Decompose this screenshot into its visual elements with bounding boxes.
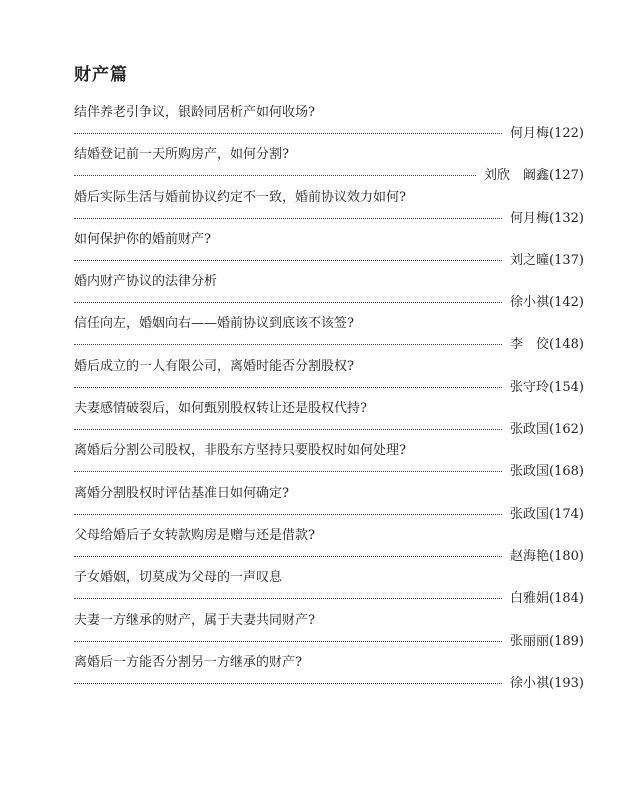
toc-entry[interactable]	[74, 399, 584, 441]
entry-page-number: (174)	[549, 506, 584, 522]
entry-title: 夫妻感情破裂后，如何甄别股权转让还是股权代持?	[74, 401, 367, 417]
entry-title: 婚后成立的一人有限公司，离婚时能否分割股权?	[74, 358, 354, 374]
toc-entry[interactable]	[74, 611, 584, 653]
entry-author: 张守玲	[510, 379, 550, 395]
entry-page-number: (127)	[549, 168, 584, 184]
section-title: 财产篇	[74, 65, 128, 85]
entry-author: 李 佼	[510, 337, 550, 353]
dot-leader	[74, 260, 502, 261]
entry-title: 夫妻一方继承的财产，属于夫妻共同财产?	[74, 612, 315, 628]
dot-leader	[74, 471, 502, 472]
toc-entry[interactable]	[74, 484, 584, 526]
entry-leader-line	[74, 588, 584, 610]
entry-leader-line	[74, 250, 584, 272]
entry-page-number: (122)	[549, 126, 584, 141]
entry-title: 婚内财产协议的法律分析	[74, 274, 218, 290]
entry-page-number: (180)	[549, 548, 584, 564]
entry-leader-line	[74, 165, 584, 187]
entry-author: 张政国	[510, 422, 550, 438]
entry-author: 赵海艳	[510, 548, 550, 564]
entry-title: 父母给婚后子女转款购房是赠与还是借款?	[74, 527, 315, 543]
dot-leader	[74, 429, 502, 430]
entry-author: 何月梅	[510, 210, 550, 226]
toc-entry[interactable]	[74, 653, 584, 695]
toc-entry[interactable]	[74, 103, 584, 145]
entry-leader-line	[74, 377, 584, 399]
entry-author: 张丽丽	[510, 633, 550, 649]
entry-leader-line	[74, 208, 584, 230]
entry-author: 徐小祺	[510, 295, 550, 311]
entry-title: 离婚后分割公司股权，非股东方坚持只要股权时如何处理?	[74, 443, 406, 459]
entry-author: 白雅娟	[510, 591, 550, 607]
entry-title: 离婚后一方能否分割另一方继承的财产?	[74, 654, 302, 670]
entry-title: 结伴养老引争议，银龄同居析产如何收场?	[74, 105, 315, 120]
entry-author: 张政国	[510, 464, 550, 480]
entry-page-number: (137)	[549, 252, 584, 268]
toc-entry[interactable]	[74, 272, 584, 314]
toc-entry[interactable]	[74, 230, 584, 272]
dot-leader	[74, 175, 476, 176]
dot-leader	[74, 387, 502, 388]
entry-leader-line	[74, 504, 584, 526]
entry-author: 何月梅	[510, 126, 550, 141]
entry-author: 徐小祺	[510, 675, 550, 691]
toc-entry[interactable]	[74, 314, 584, 356]
dot-leader	[74, 598, 502, 599]
entry-title: 结婚登记前一天所购房产，如何分割?	[74, 147, 289, 163]
entry-leader-line	[74, 419, 584, 441]
dot-leader	[74, 556, 502, 557]
entry-page-number: (148)	[549, 337, 584, 353]
entry-page-number: (184)	[549, 591, 584, 607]
dot-leader	[74, 218, 502, 219]
toc-entry[interactable]	[74, 145, 584, 187]
entry-page-number: (132)	[549, 210, 584, 226]
entry-author: 刘之曈	[510, 252, 550, 268]
entry-author: 刘欣 阚鑫	[484, 168, 550, 184]
entry-page-number: (193)	[549, 675, 584, 691]
entry-leader-line	[74, 123, 584, 145]
entry-page-number: (142)	[549, 295, 584, 311]
dot-leader	[74, 683, 502, 684]
entry-title: 离婚分割股权时评估基准日如何确定?	[74, 485, 289, 501]
entry-page-number: (189)	[549, 633, 584, 649]
entry-page-number: (154)	[549, 379, 584, 395]
dot-leader	[74, 344, 502, 345]
entry-title: 子女婚姻，切莫成为父母的一声叹息	[74, 570, 283, 586]
toc-list	[74, 103, 584, 695]
entry-leader-line	[74, 334, 584, 356]
dot-leader	[74, 514, 502, 515]
entry-page-number: (162)	[549, 422, 584, 438]
toc-entry[interactable]	[74, 526, 584, 568]
entry-page-number: (168)	[549, 464, 584, 480]
entry-leader-line	[74, 461, 584, 483]
entry-leader-line	[74, 631, 584, 653]
toc-entry[interactable]	[74, 441, 584, 483]
entry-leader-line	[74, 673, 584, 695]
dot-leader	[74, 133, 502, 134]
entry-author: 张政国	[510, 506, 550, 522]
entry-title: 信任向左，婚姻向右——婚前协议到底该不该签?	[74, 316, 354, 332]
toc-entry[interactable]	[74, 357, 584, 399]
entry-title: 如何保护你的婚前财产?	[74, 231, 211, 247]
dot-leader	[74, 302, 502, 303]
entry-leader-line	[74, 546, 584, 568]
toc-entry[interactable]	[74, 568, 584, 610]
toc-entry[interactable]	[74, 188, 584, 230]
entry-title: 婚后实际生活与婚前协议约定不一致，婚前协议效力如何?	[74, 189, 406, 205]
dot-leader	[74, 641, 502, 642]
entry-leader-line	[74, 292, 584, 314]
